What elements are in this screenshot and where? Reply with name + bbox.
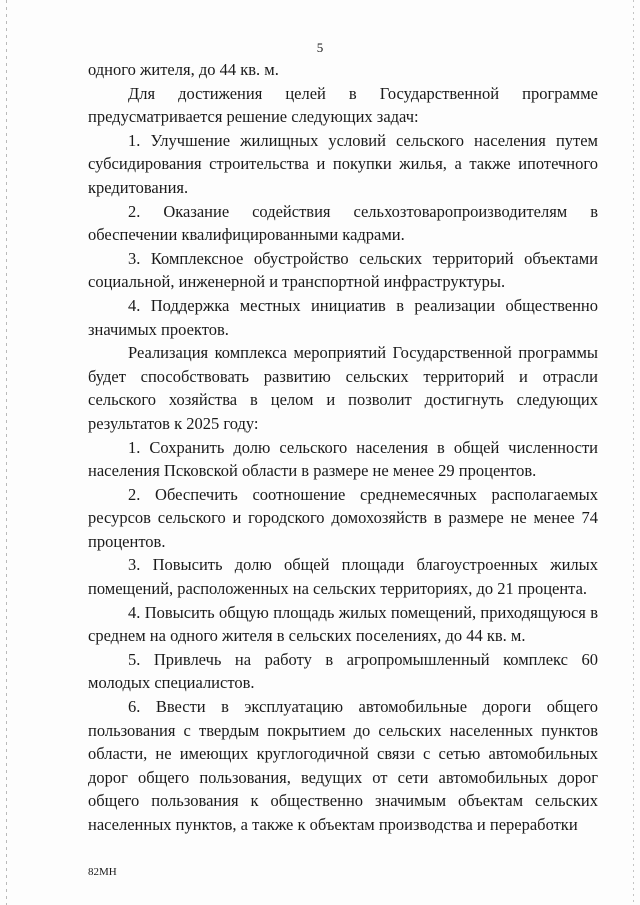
task-item-4: 4. Поддержка местных инициатив в реализации общественно значимых проектов. — [88, 295, 598, 339]
result-item-3: 3. Повысить долю общей площади благоустроенных жилых помещений, расположенных на сельских территориях, до 21 процента. — [88, 555, 598, 599]
paragraph-continuation: одного жителя, до 44 кв. м. — [88, 60, 279, 79]
task-item-1: 1. Улучшение жилищных условий сельского населения путем субсидирования строительства и покупки жилья, а также ипотечного кредитования. — [88, 130, 598, 197]
task-item-2: 2. Оказание содействия сельхозтоваропроизводителям в обеспечении квалифицированными кадрами. — [88, 201, 598, 245]
result-item-1: 1. Сохранить долю сельского населения в общей численности населения Псковской области в размере не менее 29 процентов. — [88, 437, 598, 481]
result-item-2: 2. Обеспечить соотношение среднемесячных располагаемых ресурсов сельского и городского домохозяйств в размере не менее 74 процентов. — [88, 484, 598, 551]
document-code: 82МН — [88, 866, 117, 878]
scan-edge-left — [6, 0, 7, 905]
result-item-6: 6. Ввести в эксплуатацию автомобильные дороги общего пользования с твердым покрытием до сельских населенных пунктов области, не имеющих круглогодичной связи с сетью автомобильных дорог общего пользования, ведущих от сети автомобильных дорог общего пользования к общественно значимым объектам сельских населенных пунктов, а также к объектам производства и переработки — [88, 697, 598, 834]
paragraph-tasks-intro: Для достижения целей в Государственной программе предусматривается решение следующих задач: — [88, 83, 598, 127]
result-item-4: 4. Повысить общую площадь жилых помещений, приходящуюся в среднем на одного жителя в сельских поселениях, до 44 кв. м. — [88, 602, 598, 646]
document-body — [88, 58, 598, 837]
result-item-5: 5. Привлечь на работу в агропромышленный комплекс 60 молодых специалистов. — [88, 649, 598, 693]
paragraph-results-intro: Реализация комплекса мероприятий Государственной программы будет способствовать развитию сельских территорий и отрасли сельского хозяйства в целом и позволит достигнуть следующих результатов к 2025 году: — [88, 343, 598, 433]
page-number: 5 — [316, 40, 324, 55]
scan-edge-right — [633, 0, 634, 905]
task-item-3: 3. Комплексное обустройство сельских территорий объектами социальной, инженерной и транспортной инфраструктуры. — [88, 248, 598, 292]
